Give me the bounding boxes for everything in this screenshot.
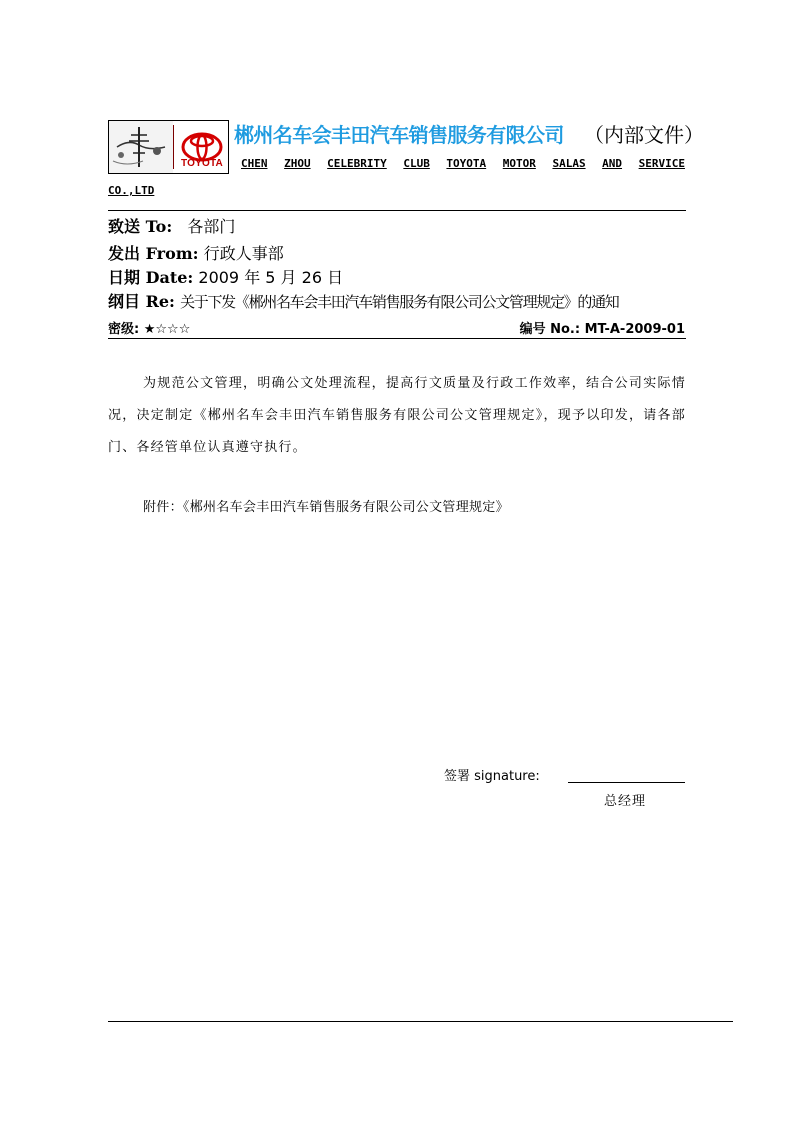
company-en-word: CLUB (403, 157, 430, 170)
logo-divider (173, 125, 174, 169)
company-en-word: AND (602, 157, 623, 170)
to-value: 各部门 (187, 217, 236, 236)
company-en-word: SERVICE (638, 157, 685, 170)
subject-label: 纲目 Re: (108, 292, 175, 311)
company-en-word: TOYOTA (446, 157, 487, 170)
company-name-en-tail: CO.,LTD (108, 184, 155, 197)
toyota-logo-text: TOYOTA (181, 158, 223, 169)
classification-field (108, 318, 190, 337)
body-paragraph: 为规范公文管理，明确公文处理流程，提高行文质量及行政工作效率，结合公司实际情况，决定制定《郴州名车会丰田汽车销售服务有限公司公文管理规定》，现予以印发，请各部门、各经管单位认真遵守执行。 (108, 376, 686, 455)
signature-label: 签署 signature: (444, 769, 540, 784)
to-field (108, 217, 235, 237)
from-value: 行政人事部 (203, 244, 284, 263)
document-number-field (520, 318, 685, 337)
from-field (108, 244, 284, 264)
subject-value: 关于下发《郴州名车会丰田汽车销售服务有限公司公文管理规定》的通知 (180, 293, 619, 311)
footer-divider (108, 1021, 733, 1022)
company-logo (108, 120, 229, 174)
company-en-word: SALAS (552, 157, 586, 170)
signatory-title: 总经理 (604, 794, 647, 809)
from-label: 发出 From: (108, 244, 199, 263)
company-en-word: CHEN (241, 157, 268, 170)
classification-label: 密级: (108, 322, 140, 337)
classification-value: ★☆☆☆ (143, 322, 191, 337)
company-name-cn: 郴州名车会丰田汽车销售服务有限公司 (234, 123, 564, 147)
date-label: 日期 Date: (108, 268, 194, 287)
date-field (108, 268, 343, 288)
header-divider (108, 210, 686, 211)
document-number-label: 编号 No.: (519, 322, 581, 337)
company-en-word: MOTOR (502, 157, 536, 170)
attachment-line: 附件：《郴州名车会丰田汽车销售服务有限公司公文管理规定》 (143, 500, 509, 515)
to-label: 致送 To: (108, 217, 173, 236)
subject-field (108, 292, 618, 312)
company-en-word: CELEBRITY (327, 157, 387, 170)
company-name-en (241, 157, 685, 170)
date-value: 2009 年 5 月 26 日 (198, 268, 344, 287)
company-en-word: ZHOU (284, 157, 311, 170)
celebrity-club-emblem-icon (109, 121, 173, 173)
memo-divider (108, 338, 686, 339)
signature-line (568, 782, 685, 783)
document-number-value: MT-A-2009-01 (584, 322, 685, 337)
internal-document-tag: （内部文件） (584, 123, 704, 147)
